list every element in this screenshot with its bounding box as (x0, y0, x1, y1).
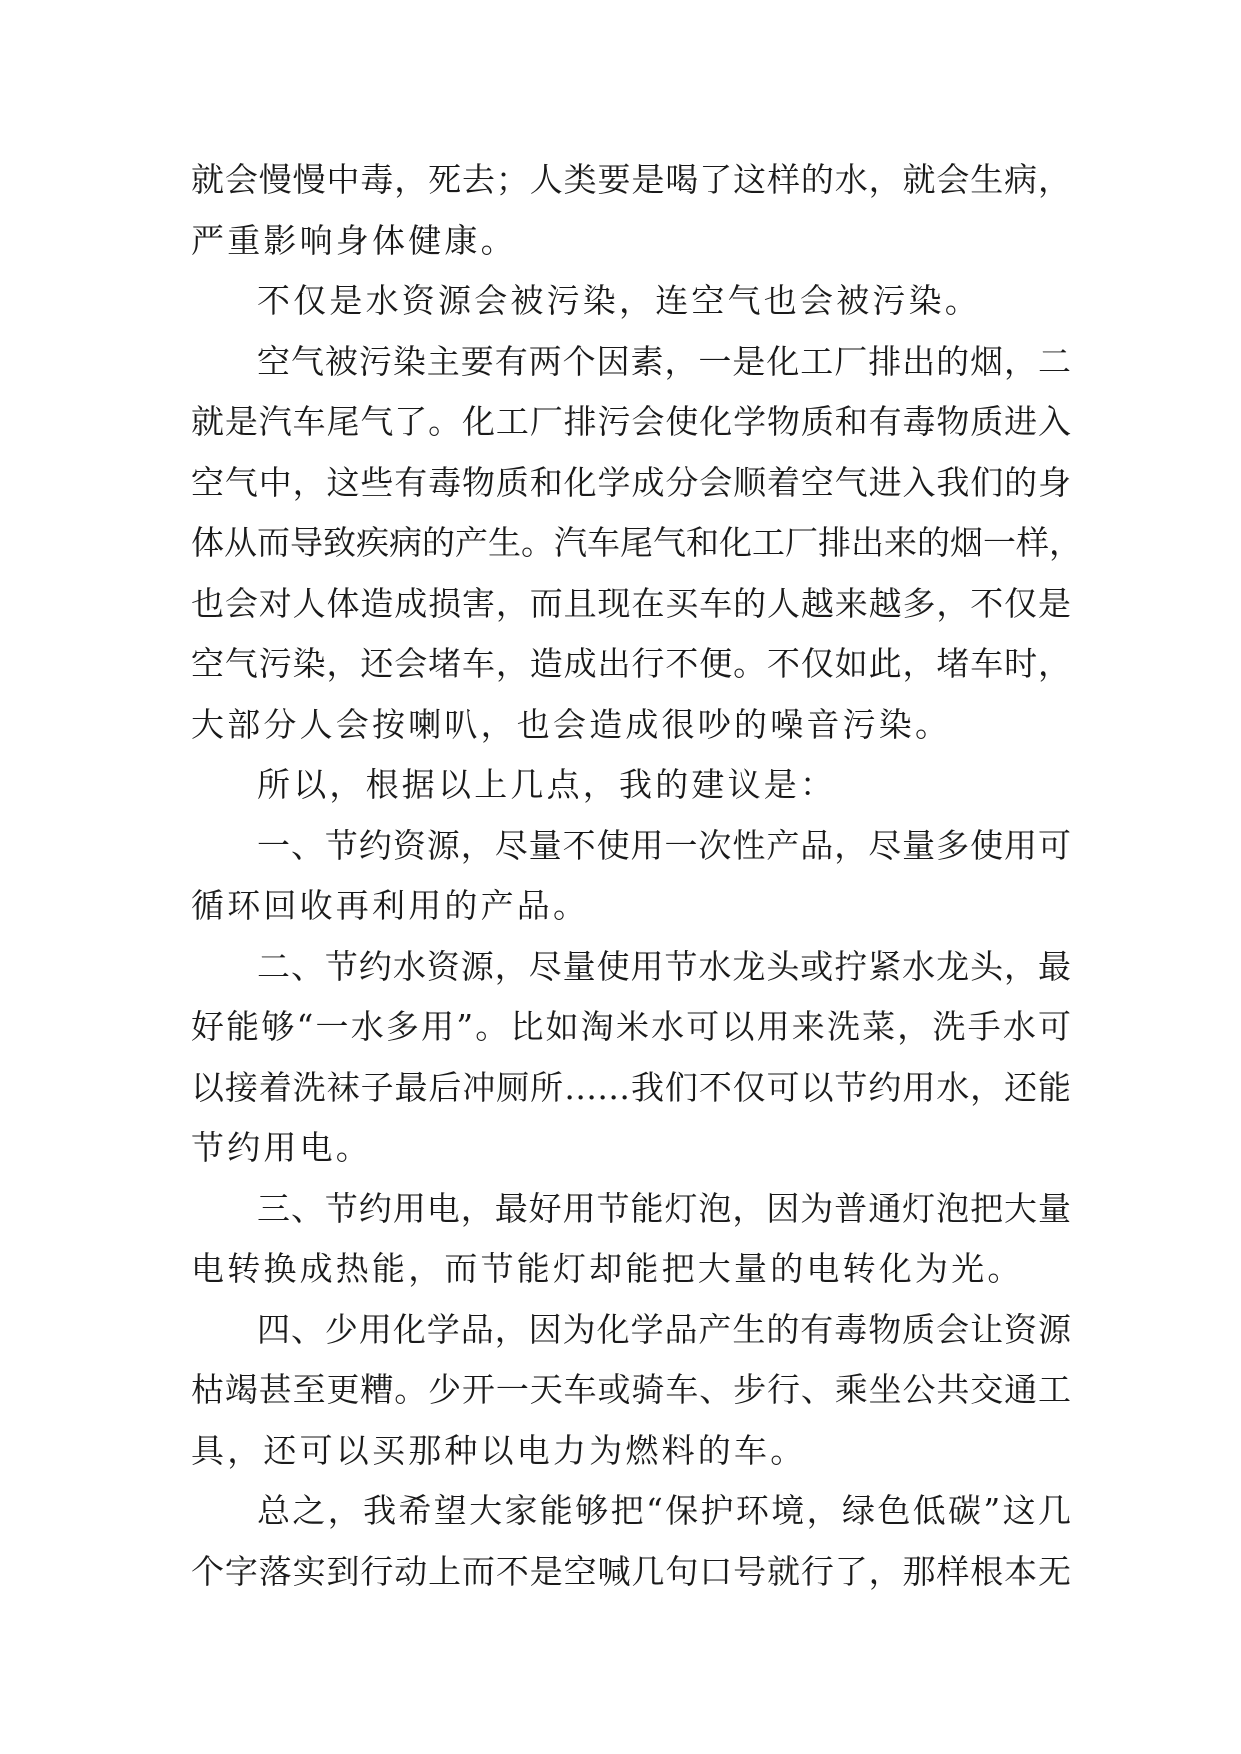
text-line: 电转换成热能，而节能灯却能把大量的电转化为光。 (191, 1249, 1024, 1288)
document-body (191, 150, 1082, 1602)
text-line: 不仅是水资源会被污染，连空气也会被污染。 (257, 281, 981, 320)
text-line: 总之，我希望大家能够把“保护环境，绿色低碳”这几 (257, 1491, 1071, 1530)
text-line: 个字落实到行动上而不是空喊几句口号就行了，那样根本无 (191, 1551, 1071, 1591)
paragraph-5 (191, 816, 1071, 937)
text-line: 体从而导致疾病的产生。汽车尾气和化工厂排出来的烟一样， (191, 523, 1082, 562)
text-line: 二、节约水资源，尽量使用节水龙头或拧紧水龙头，最 (257, 946, 1071, 986)
text-line: 枯竭甚至更糟。少开一天车或骑车、步行、乘坐公共交通工 (191, 1370, 1071, 1409)
paragraph-4 (191, 755, 1071, 816)
paragraph-2 (191, 271, 1071, 332)
text-line: 具，还可以买那种以电力为燃料的车。 (191, 1430, 807, 1470)
text-line: 所以，根据以上几点，我的建议是： (257, 765, 837, 804)
paragraph-7 (191, 1179, 1071, 1300)
text-line: 空气中，这些有毒物质和化学成分会顺着空气进入我们的身 (191, 462, 1071, 502)
text-line: 就会慢慢中毒，死去；人类要是喝了这样的水，就会生病， (191, 160, 1071, 199)
text-line: 也会对人体造成损害，而且现在买车的人越来越多，不仅是 (191, 583, 1071, 623)
text-line: 空气被污染主要有两个因素，一是化工厂排出的烟，二 (257, 341, 1071, 381)
paragraph-8 (191, 1300, 1071, 1482)
text-line: 一、节约资源，尽量不使用一次性产品，尽量多使用可 (257, 825, 1071, 865)
text-line: 以接着洗袜子最后冲厕所……我们不仅可以节约用水，还能 (191, 1067, 1071, 1107)
text-line: 节约用电。 (191, 1128, 372, 1167)
paragraph-6 (191, 937, 1071, 1179)
text-line: 大部分人会按喇叭，也会造成很吵的噪音污染。 (191, 704, 952, 744)
text-line: 循环回收再利用的产品。 (191, 886, 590, 925)
text-line: 空气污染，还会堵车，造成出行不便。不仅如此，堵车时， (191, 644, 1071, 683)
text-line: 就是汽车尾气了。化工厂排污会使化学物质和有毒物质进入 (191, 402, 1071, 441)
paragraph-1 (191, 150, 1071, 271)
paragraph-3 (191, 332, 1082, 756)
text-line: 严重影响身体健康。 (191, 220, 517, 260)
paragraph-9 (191, 1481, 1071, 1602)
text-line: 四、少用化学品，因为化学品产生的有毒物质会让资源 (257, 1309, 1071, 1349)
text-line: 三、节约用电，最好用节能灯泡，因为普通灯泡把大量 (257, 1188, 1071, 1228)
text-line: 好能够“一水多用”。比如淘米水可以用来洗菜，洗手水可 (191, 1007, 1071, 1046)
